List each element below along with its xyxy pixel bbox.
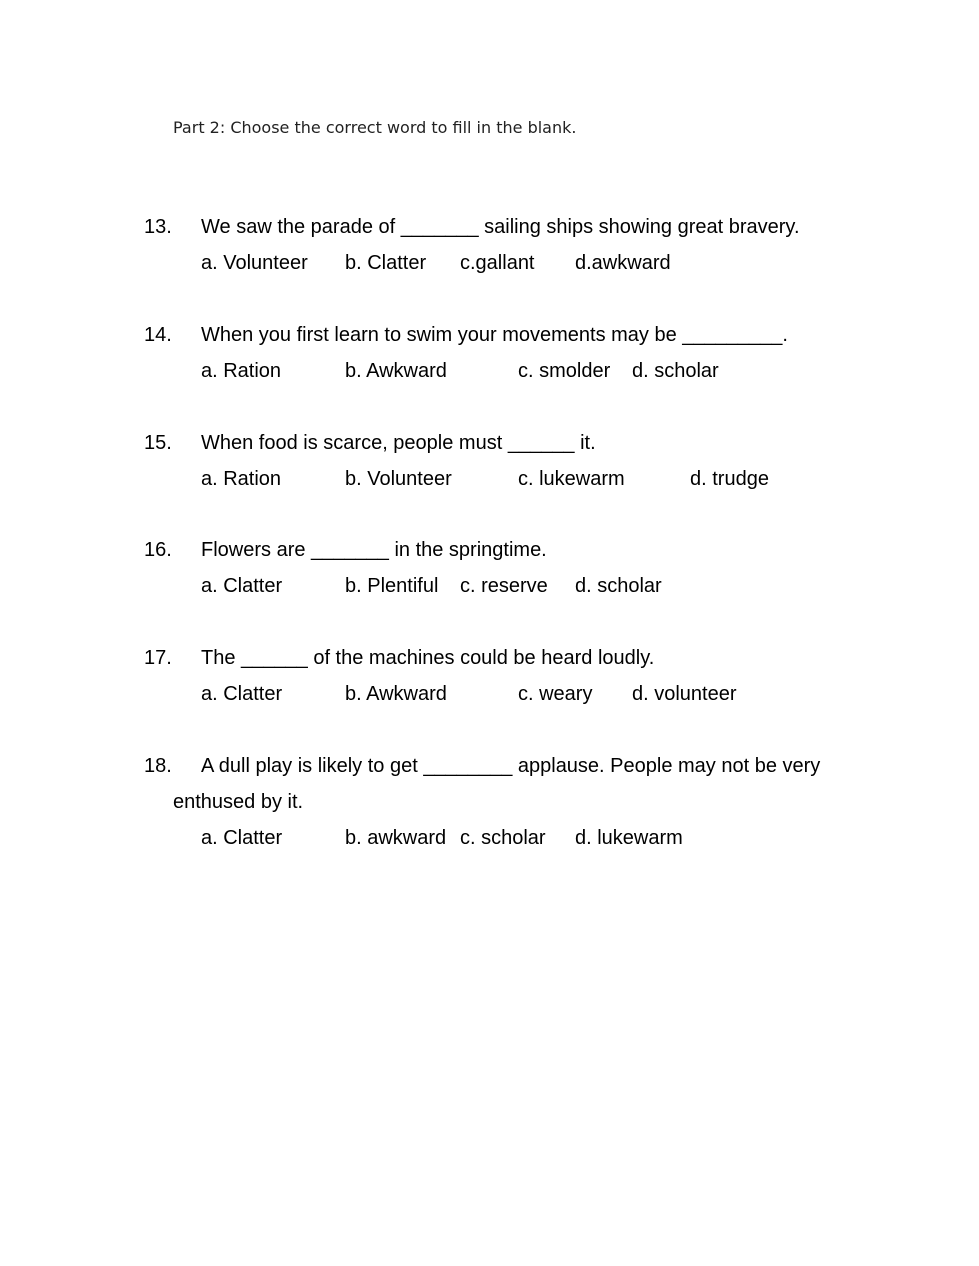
- question-number: 14.: [144, 324, 172, 346]
- option-a: a. Volunteer: [201, 252, 308, 274]
- option-d: d.awkward: [575, 252, 671, 274]
- instructions-text: Part 2: Choose the correct word to fill in the blank.: [173, 118, 577, 137]
- question-number: 18.: [144, 755, 172, 777]
- option-c: c. weary: [518, 683, 593, 705]
- option-b: b. awkward: [345, 827, 447, 849]
- option-a: a. Ration: [201, 360, 282, 382]
- option-a: a. Clatter: [201, 827, 283, 849]
- option-c: c.gallant: [460, 252, 535, 274]
- question-number: 16.: [144, 539, 172, 561]
- question-number: 17.: [144, 647, 172, 669]
- question-text: When you first learn to swim your movements may be _________.: [201, 324, 788, 346]
- question-text: The ______ of the machines could be heard loudly.: [201, 647, 655, 669]
- question-text: We saw the parade of _______ sailing ships showing great bravery.: [201, 216, 800, 238]
- option-b: b. Volunteer: [345, 468, 452, 490]
- option-a: a. Clatter: [201, 683, 283, 705]
- question-text: Flowers are _______ in the springtime.: [201, 539, 547, 561]
- option-c: c. smolder: [518, 360, 611, 382]
- option-b: b. Plentiful: [345, 575, 439, 597]
- option-d: d. trudge: [690, 468, 769, 490]
- option-d: d. scholar: [632, 360, 719, 382]
- question-number: 15.: [144, 432, 172, 454]
- option-b: b. Awkward: [345, 360, 447, 382]
- question-text: When food is scarce, people must ______ it.: [201, 432, 596, 454]
- option-a: a. Clatter: [201, 575, 283, 597]
- option-a: a. Ration: [201, 468, 282, 490]
- question-text: A dull play is likely to get ________ applause. People may not be very: [201, 755, 821, 777]
- option-b: b. Clatter: [345, 252, 427, 274]
- option-d: d. scholar: [575, 575, 662, 597]
- option-d: d. lukewarm: [575, 827, 683, 849]
- option-c: c. scholar: [460, 827, 546, 849]
- question-number: 13.: [144, 216, 172, 238]
- option-b: b. Awkward: [345, 683, 447, 705]
- question-text-continuation: enthused by it.: [173, 791, 304, 813]
- option-d: d. volunteer: [632, 683, 737, 705]
- option-c: c. lukewarm: [518, 468, 625, 490]
- option-c: c. reserve: [460, 575, 548, 597]
